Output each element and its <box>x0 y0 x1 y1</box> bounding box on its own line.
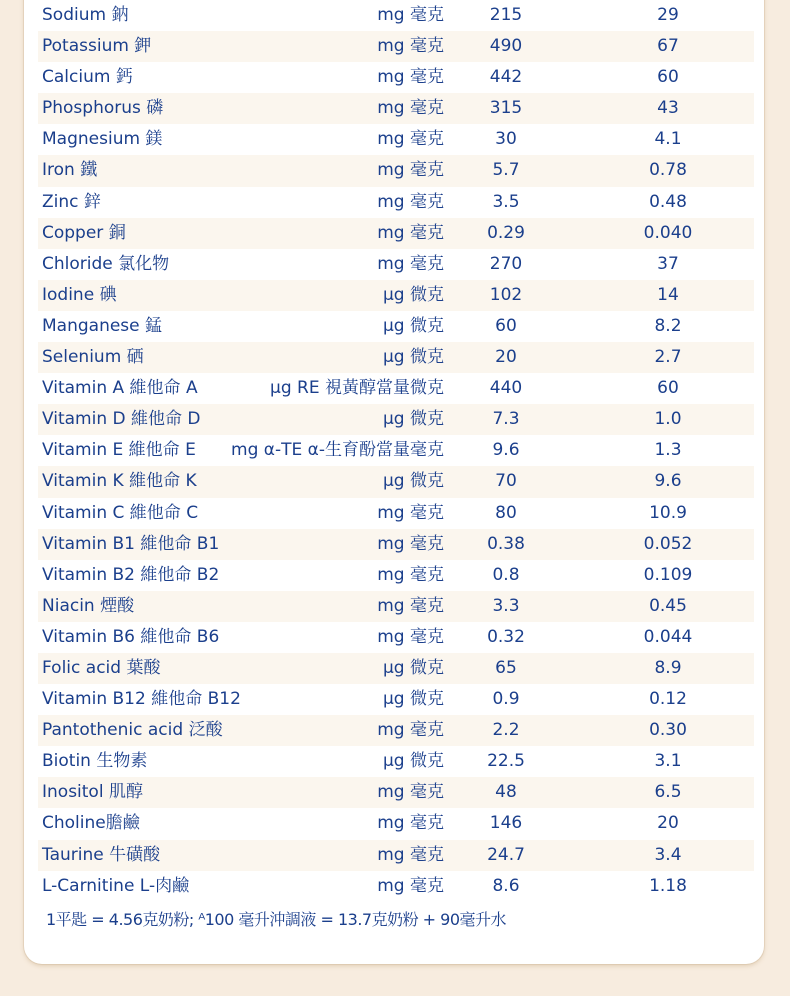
per-100ml-value: 2.7 <box>654 347 682 368</box>
table-row <box>38 187 754 218</box>
unit-cell: µg 微克 <box>382 657 444 678</box>
per-100ml-value: 60 <box>657 378 679 399</box>
unit-cell: µg 微克 <box>382 751 444 772</box>
nutrient-name: Zinc 鋅 <box>42 191 101 212</box>
unit-cell: mg 毫克 <box>377 502 444 523</box>
per-100ml-value: 9.6 <box>654 471 682 492</box>
table-row <box>38 342 754 373</box>
per-100g-value: 315 <box>489 98 523 119</box>
per-100ml-value: 0.48 <box>649 191 687 212</box>
per-100ml-value: 0.45 <box>649 595 687 616</box>
unit-cell: mg 毫克 <box>377 720 444 741</box>
unit-cell: mg 毫克 <box>377 564 444 585</box>
nutrient-name: Vitamin E 維他命 E <box>42 440 196 461</box>
table-row <box>38 466 754 497</box>
unit-cell: mg 毫克 <box>377 626 444 647</box>
nutrient-name: Vitamin B1 維他命 B1 <box>42 533 220 554</box>
unit-cell: mg 毫克 <box>377 5 444 25</box>
per-100ml-value: 3.1 <box>654 751 682 772</box>
per-100ml-value: 37 <box>657 253 679 274</box>
table-row <box>38 840 754 871</box>
per-100g-value: 102 <box>489 284 523 305</box>
unit-cell: mg 毫克 <box>377 595 444 616</box>
per-100g-value: 20 <box>495 347 517 368</box>
per-100ml-value: 10.9 <box>649 502 687 523</box>
nutrition-card <box>24 0 764 964</box>
table-row <box>38 560 754 591</box>
per-100g-value: 70 <box>495 471 517 492</box>
nutrient-name: Calcium 鈣 <box>42 67 133 88</box>
per-100g-value: 80 <box>495 502 517 523</box>
nutrient-name: Niacin 煙酸 <box>42 595 135 616</box>
per-100g-value: 2.2 <box>492 720 520 741</box>
unit-cell: mg α-TE α-生育酚當量毫克 <box>231 440 444 461</box>
table-row <box>38 715 754 746</box>
per-100ml-value: 0.30 <box>649 720 687 741</box>
table-row <box>38 529 754 560</box>
per-100g-value: 3.3 <box>492 595 520 616</box>
table-row <box>38 373 754 404</box>
nutrient-name: Vitamin B12 維他命 B12 <box>42 689 241 710</box>
per-100g-value: 0.8 <box>492 564 520 585</box>
unit-cell: µg 微克 <box>382 471 444 492</box>
unit-cell: mg 毫克 <box>377 160 444 181</box>
table-row <box>38 871 754 902</box>
per-100ml-value: 29 <box>657 5 679 25</box>
unit-cell: µg RE 視黃醇當量微克 <box>270 378 444 399</box>
unit-cell: µg 微克 <box>382 284 444 305</box>
nutrient-name: Vitamin K 維他命 K <box>42 471 197 492</box>
unit-cell: mg 毫克 <box>377 129 444 150</box>
per-100g-value: 0.32 <box>487 626 525 647</box>
per-100g-value: 65 <box>495 657 517 678</box>
table-row <box>38 684 754 715</box>
nutrient-name: Copper 銅 <box>42 222 126 243</box>
nutrient-name: Selenium 硒 <box>42 347 144 368</box>
table-row <box>38 249 754 280</box>
per-100g-value: 0.38 <box>487 533 525 554</box>
unit-cell: mg 毫克 <box>377 844 444 865</box>
nutrient-name: Potassium 鉀 <box>42 36 152 57</box>
table-row <box>38 622 754 653</box>
table-row <box>38 591 754 622</box>
per-100ml-value: 67 <box>657 36 679 57</box>
per-100g-value: 48 <box>495 782 517 803</box>
unit-cell: mg 毫克 <box>377 191 444 212</box>
nutrient-name: Biotin 生物素 <box>42 751 148 772</box>
nutrient-name: Pantothenic acid 泛酸 <box>42 720 223 741</box>
unit-cell: µg 微克 <box>382 689 444 710</box>
per-100ml-value: 8.9 <box>654 657 682 678</box>
unit-cell: mg 毫克 <box>377 533 444 554</box>
per-100g-value: 9.6 <box>492 440 520 461</box>
per-100g-value: 3.5 <box>492 191 520 212</box>
table-row <box>38 435 754 466</box>
unit-cell: µg 微克 <box>382 315 444 336</box>
unit-cell: mg 毫克 <box>377 98 444 119</box>
nutrient-name: Vitamin D 維他命 D <box>42 409 201 430</box>
table-row <box>38 93 754 124</box>
nutrient-name: Sodium 鈉 <box>42 5 129 25</box>
nutrient-name: Vitamin B2 維他命 B2 <box>42 564 220 585</box>
per-100ml-value: 43 <box>657 98 679 119</box>
nutrient-name: Iodine 碘 <box>42 284 117 305</box>
nutrient-name: Manganese 錳 <box>42 315 163 336</box>
per-100g-value: 8.6 <box>492 875 520 896</box>
nutrient-name: Taurine 牛磺酸 <box>42 844 161 865</box>
per-100ml-value: 6.5 <box>654 782 682 803</box>
unit-cell: mg 毫克 <box>377 782 444 803</box>
per-100ml-value: 0.12 <box>649 689 687 710</box>
table-row <box>38 0 754 31</box>
per-100g-value: 270 <box>489 253 523 274</box>
unit-cell: µg 微克 <box>382 409 444 430</box>
per-100ml-value: 3.4 <box>654 844 682 865</box>
unit-cell: mg 毫克 <box>377 67 444 88</box>
per-100g-value: 60 <box>495 315 517 336</box>
per-100g-value: 5.7 <box>492 160 520 181</box>
table-row <box>38 808 754 839</box>
table-row <box>38 746 754 777</box>
per-100ml-value: 60 <box>657 67 679 88</box>
per-100ml-value: 1.0 <box>654 409 682 430</box>
per-100ml-value: 0.78 <box>649 160 687 181</box>
per-100g-value: 440 <box>489 378 523 399</box>
nutrient-name: Choline膽鹼 <box>42 813 140 834</box>
per-100ml-value: 1.3 <box>654 440 682 461</box>
nutrient-name: Vitamin B6 維他命 B6 <box>42 626 220 647</box>
per-100g-value: 7.3 <box>492 409 520 430</box>
unit-cell: mg 毫克 <box>377 253 444 274</box>
unit-cell: µg 微克 <box>382 347 444 368</box>
nutrient-name: Chloride 氯化物 <box>42 253 170 274</box>
per-100g-value: 0.9 <box>492 689 520 710</box>
table-row <box>38 311 754 342</box>
nutrient-name: Iron 鐵 <box>42 160 98 181</box>
table-row <box>38 498 754 529</box>
footnote: 1平匙 = 4.56克奶粉; ᴬ100 毫升沖調液 = 13.7克奶粉 + 90毫升水 <box>46 910 507 929</box>
table-row <box>38 404 754 435</box>
nutrient-name: Folic acid 葉酸 <box>42 657 161 678</box>
per-100ml-value: 20 <box>657 813 679 834</box>
nutrient-name: L-Carnitine L-肉鹼 <box>42 875 190 896</box>
unit-cell: mg 毫克 <box>377 222 444 243</box>
per-100g-value: 146 <box>489 813 523 834</box>
table-row <box>38 218 754 249</box>
table-row <box>38 777 754 808</box>
per-100g-value: 442 <box>489 67 523 88</box>
nutrient-name: Vitamin A 維他命 A <box>42 378 198 399</box>
per-100g-value: 30 <box>495 129 517 150</box>
per-100g-value: 24.7 <box>487 844 525 865</box>
nutrient-name: Phosphorus 磷 <box>42 98 164 119</box>
per-100ml-value: 1.18 <box>649 875 687 896</box>
unit-cell: mg 毫克 <box>377 36 444 57</box>
per-100ml-value: 0.052 <box>643 533 693 554</box>
table-row <box>38 62 754 93</box>
nutrient-name: Inositol 肌醇 <box>42 782 143 803</box>
table-row <box>38 653 754 684</box>
per-100g-value: 22.5 <box>487 751 525 772</box>
unit-cell: mg 毫克 <box>377 875 444 896</box>
table-row <box>38 124 754 155</box>
per-100g-value: 490 <box>489 36 523 57</box>
per-100g-value: 215 <box>489 5 523 25</box>
per-100ml-value: 0.044 <box>643 626 693 647</box>
table-row <box>38 31 754 62</box>
table-row <box>38 155 754 186</box>
per-100ml-value: 14 <box>657 284 679 305</box>
table-row <box>38 280 754 311</box>
per-100ml-value: 0.040 <box>643 222 693 243</box>
per-100ml-value: 4.1 <box>654 129 682 150</box>
nutrient-name: Magnesium 鎂 <box>42 129 163 150</box>
unit-cell: mg 毫克 <box>377 813 444 834</box>
nutrition-table <box>38 0 754 902</box>
per-100ml-value: 0.109 <box>643 564 693 585</box>
per-100g-value: 0.29 <box>487 222 525 243</box>
per-100ml-value: 8.2 <box>654 315 682 336</box>
nutrient-name: Vitamin C 維他命 C <box>42 502 199 523</box>
